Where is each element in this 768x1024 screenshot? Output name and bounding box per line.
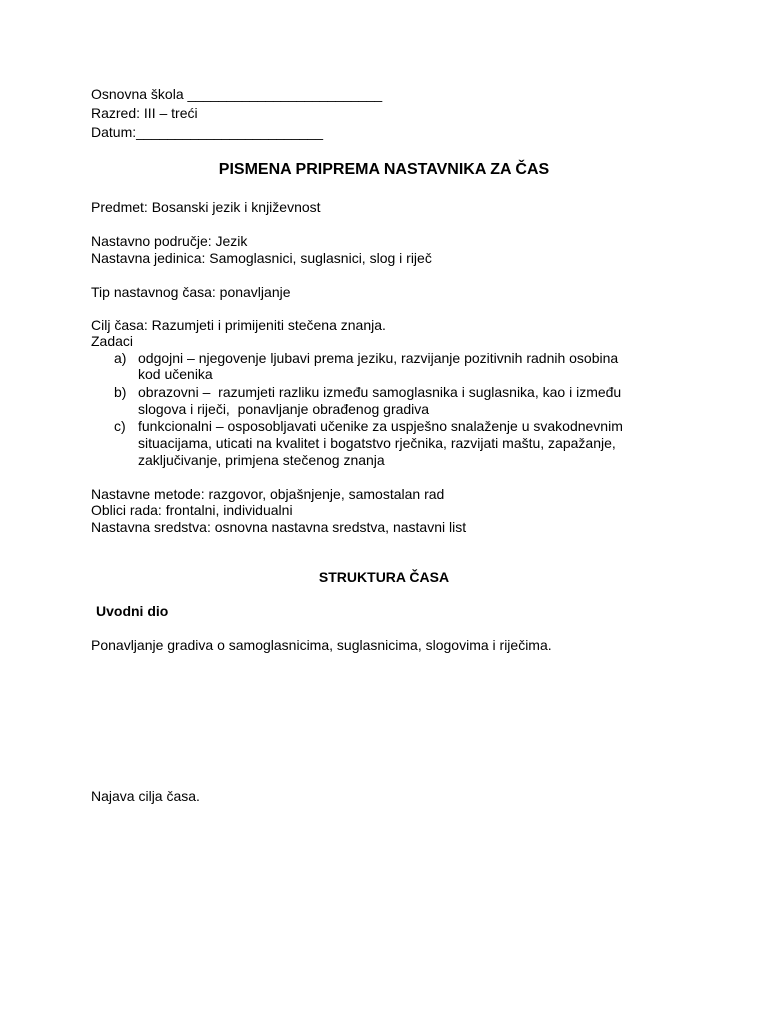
task-c-line-3: zaključivanje, primjena stečenog znanja: [138, 452, 385, 468]
lesson-type-line: Tip nastavnog časa: ponavljanje: [91, 284, 291, 300]
task-c-line-1: funkcionalni – osposobljavati učenike za uspješno snalaženje u svakodnevnim: [138, 418, 623, 434]
task-a-marker: a): [114, 350, 127, 366]
structure-title: STRUKTURA ČASA: [318, 569, 450, 585]
announce-text: Najava cilja časa.: [91, 788, 200, 804]
task-b-line-2: slogova i riječi, ponavljanje obrađenog gradiva: [138, 401, 430, 417]
subject-line: Predmet: Bosanski jezik i književnost: [91, 199, 321, 215]
methods-line: Nastavne metode: razgovor, objašnjenje, samostalan rad: [91, 486, 445, 502]
intro-heading: Uvodni dio: [96, 603, 169, 619]
grade-line: Razred: III – treći: [91, 105, 198, 121]
document-title: PISMENA PRIPREMA NASTAVNIKA ZA ČAS: [218, 161, 550, 178]
school-line: Osnovna škola _________________________: [91, 86, 383, 102]
area-line: Nastavno područje: Jezik: [91, 233, 248, 249]
intro-text: Ponavljanje gradiva o samoglasnicima, suglasnicima, slogovima i riječima.: [91, 637, 552, 653]
resources-line: Nastavna sredstva: osnovna nastavna sredstva, nastavni list: [91, 519, 467, 535]
tasks-label: Zadaci: [91, 333, 134, 349]
task-b-line-1: obrazovni – razumjeti razliku između samoglasnika i suglasnika, kao i između: [138, 384, 622, 400]
task-b-marker: b): [114, 384, 127, 400]
task-c-marker: c): [114, 418, 126, 434]
task-c-line-2: situacijama, uticati na kvalitet i bogatstvo rječnika, razvijati maštu, zapažanje,: [138, 435, 616, 451]
forms-line: Oblici rada: frontalni, individualni: [91, 502, 293, 518]
task-a-line-2: kod učenika: [138, 366, 213, 382]
goal-line: Cilj časa: Razumjeti i primijeniti stečena znanja.: [91, 317, 386, 333]
date-line: Datum:________________________: [91, 124, 323, 140]
unit-line: Nastavna jedinica: Samoglasnici, suglasnici, slog i riječ: [91, 250, 432, 266]
task-a-line-1: odgojni – njegovenje ljubavi prema jeziku, razvijanje pozitivnih radnih osobina: [138, 350, 619, 366]
